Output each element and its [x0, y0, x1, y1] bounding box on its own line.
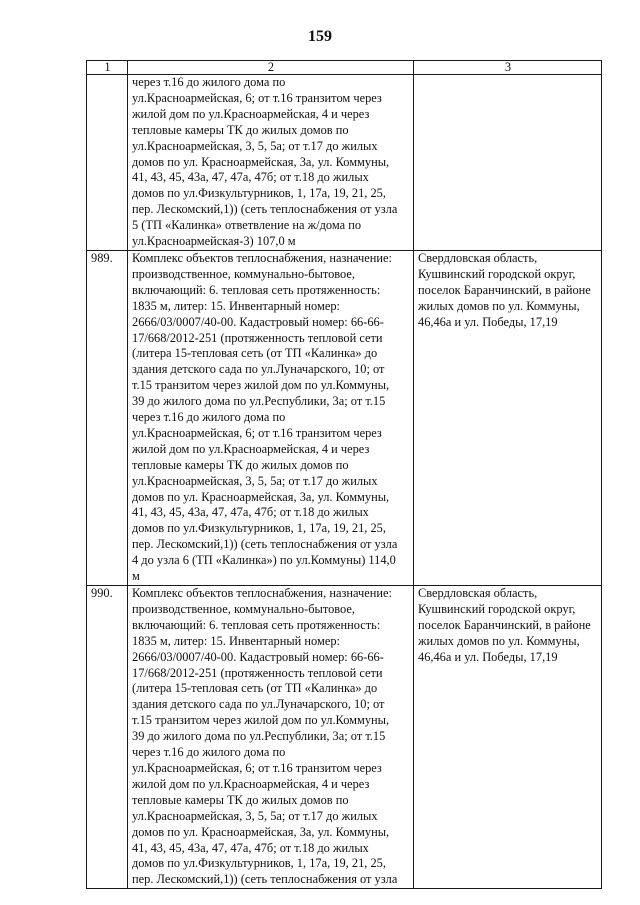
table-row [87, 75, 602, 251]
row-number [87, 75, 128, 251]
column-header-address: 3 [414, 61, 602, 75]
row-number: 990. [87, 586, 128, 889]
column-header-number: 1 [87, 61, 128, 75]
table-header-row [87, 61, 602, 75]
row-number: 989. [87, 250, 128, 585]
row-address-text: Свердловская область, Кушвинский городской округ, поселок Баранчинский, в районе жилых домов по ул. Коммуны, 46,46а и ул. Победы, 17,19 [418, 250, 591, 329]
row-description [128, 586, 414, 889]
row-description-text: Комплекс объектов теплоснабжения, назначение: производственное, коммунально-бытовое, включающий: 6. тепловая сеть протяженность: 1835 м, литер: 15. Инвентарный номер: 2666/03/0007/40-00. Кадастровый номер: 66-66- 17/668/2012-251 (протяженность тепловой сети (литера 15-тепловая сеть (от ТП «Калинка» до здания детского сада по ул.Луначарского, 10; от т.15 транзитом через жилой дом по ул.Коммуны, 39 до жилого дома по ул.Республики, 3а; от т.15 через т.16 до жилого дома по ул.Красноармейская, 6; от т.16 транзитом через жилой дом по ул.Красноармейская, 4 и через тепловые камеры ТК до жилых домов по ул.Красноармейская, 3, 5, 5а; от т.17 до жилых домов по ул. Красноармейская, 3а, ул. Коммуны, 41, 43, 45, 43а, 47, 47а, 47б; от т.18 до жилых домов по ул.Физкультурников, 1, 17а, 19, 21, 25, пер. Лескомский,1)) (сеть теплоснабжения от узла [132, 586, 398, 887]
page-number: 159 [308, 28, 332, 45]
row-address-text: Свердловская область, Кушвинский городской округ, поселок Баранчинский, в районе жилых домов по ул. Коммуны, 46,46а и ул. Победы, 17,19 [418, 586, 591, 664]
row-description-text: Комплекс объектов теплоснабжения, назначение: производственное, коммунально-бытовое, включающий: 6. тепловая сеть протяженность: 1835 м, литер: 15. Инвентарный номер: 2666/03/0007/40-00. Кадастровый номер: 66-66- 17/668/2012-251 (протяженность тепловой сети (литера 15-тепловая сеть (от ТП «Калинка» до здания детского сада по ул.Луначарского, 10; от т.15 транзитом через жилой дом по ул.Коммуны, 39 до жилого дома по ул.Республики, 3а; от т.15 через т.16 до жилого дома по ул.Красноармейская, 6; от т.16 транзитом через жилой дом по ул.Красноармейская, 4 и через тепловые камеры ТК до жилых домов по ул.Красноармейская, 3, 5, 5а; от т.17 до жилых домов по ул. Красноармейская, 3а, ул. Коммуны, 41, 43, 45, 43а, 47, 47а, 47б; от т.18 до жилых домов по ул.Физкультурников, 1, 17а, 19, 21, 25, пер. Лескомский,1)) (сеть теплоснабжения от узла 4 до узла 6 (ТП «Калинка») по ул.Коммуны) 114,0 м [132, 250, 398, 584]
row-description-text: через т.16 до жилого дома по ул.Красноармейская, 6; от т.16 транзитом через жилой дом по ул.Красноармейская, 4 и через тепловые камеры ТК до жилых домов по ул.Красноармейская, 3, 5, 5а; от т.17 до жилых домов по ул. Красноармейская, 3а, ул. Коммуны, 41, 43, 45, 43а, 47, 47а, 47б; от т.18 до жилых домов по ул.Физкультурников, 1, 17а, 19, 21, 25, пер. Лескомский,1)) (сеть теплоснабжения от узла 5 (ТП «Калинка» ответвление на ж/дома по ул.Красноармейская-3) 107,0 м [132, 75, 398, 249]
row-address [414, 586, 602, 889]
column-header-description: 2 [128, 61, 414, 75]
table-row [87, 250, 602, 585]
table-row [87, 586, 602, 889]
property-table [86, 60, 602, 889]
row-address [414, 250, 602, 585]
row-address [414, 75, 602, 251]
row-description [128, 75, 414, 251]
row-description [128, 250, 414, 585]
